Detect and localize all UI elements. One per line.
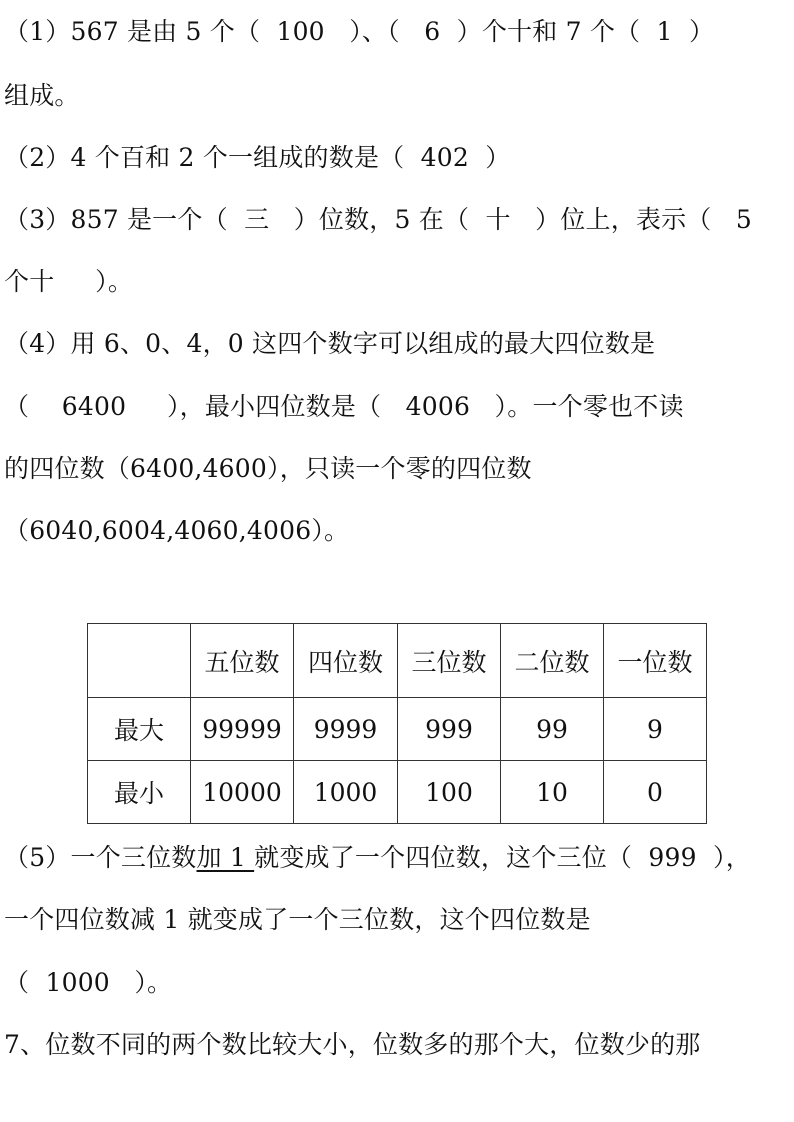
- digit-table: [87, 623, 707, 824]
- line-q4: （4）用 6、0、4，0 这四个数字可以组成的最大四位数是: [4, 329, 656, 358]
- table-cell: 0: [604, 761, 707, 824]
- table-row: [88, 698, 707, 761]
- line-q4-cont3: （6040,6004,4060,4006）。: [4, 516, 350, 545]
- table-cell: 99: [501, 698, 604, 761]
- line-q7: 7、位数不同的两个数比较大小，位数多的那个大，位数少的那: [4, 1030, 701, 1059]
- line-q5-cont2: （ 1000 ）。: [4, 968, 173, 997]
- table-cell: 9999: [294, 698, 398, 761]
- line-q5: [4, 842, 794, 874]
- table-header-cell: 五位数: [191, 624, 294, 698]
- table-header-cell: [88, 624, 191, 698]
- table-cell: 999: [398, 698, 501, 761]
- line-q5-part1: （5）一个三位数: [4, 843, 197, 872]
- table-cell: 最大: [88, 698, 191, 761]
- underlined-text: 加 1: [196, 843, 255, 872]
- line-q5-part2: 就变成了一个四位数，这个三位（ 999 ），: [254, 843, 751, 872]
- table-header-cell: 四位数: [294, 624, 398, 698]
- line-q1: （1）567 是由 5 个（ 100 ）、（ 6 ）个十和 7 个（ 1 ）: [4, 17, 715, 46]
- table-cell: 9: [604, 698, 707, 761]
- line-q4-cont2: 的四位数（6400,4600），只读一个零的四位数: [4, 454, 532, 483]
- table-header-cell: 三位数: [398, 624, 501, 698]
- line-q1-cont: 组成。: [4, 81, 80, 110]
- table-cell: 1000: [294, 761, 398, 824]
- line-q3-cont: 个十 ）。: [4, 267, 134, 296]
- table-cell: 100: [398, 761, 501, 824]
- line-q5-cont1: 一个四位数减 1 就变成了一个三位数，这个四位数是: [4, 905, 591, 934]
- table-cell: 10: [501, 761, 604, 824]
- table-header-row: [88, 624, 707, 698]
- table-row: [88, 761, 707, 824]
- line-q3: （3）857 是一个（ 三 ）位数，5 在（ 十 ）位上，表示（ 5: [4, 205, 753, 234]
- table-cell: 99999: [191, 698, 294, 761]
- line-q2: （2）4 个百和 2 个一组成的数是（ 402 ）: [4, 143, 511, 172]
- table-header-cell: 一位数: [604, 624, 707, 698]
- line-q4-cont1: （ 6400 ），最小四位数是（ 4006 ）。一个零也不读: [4, 392, 684, 421]
- table-header-cell: 二位数: [501, 624, 604, 698]
- table-cell: 最小: [88, 761, 191, 824]
- table-cell: 10000: [191, 761, 294, 824]
